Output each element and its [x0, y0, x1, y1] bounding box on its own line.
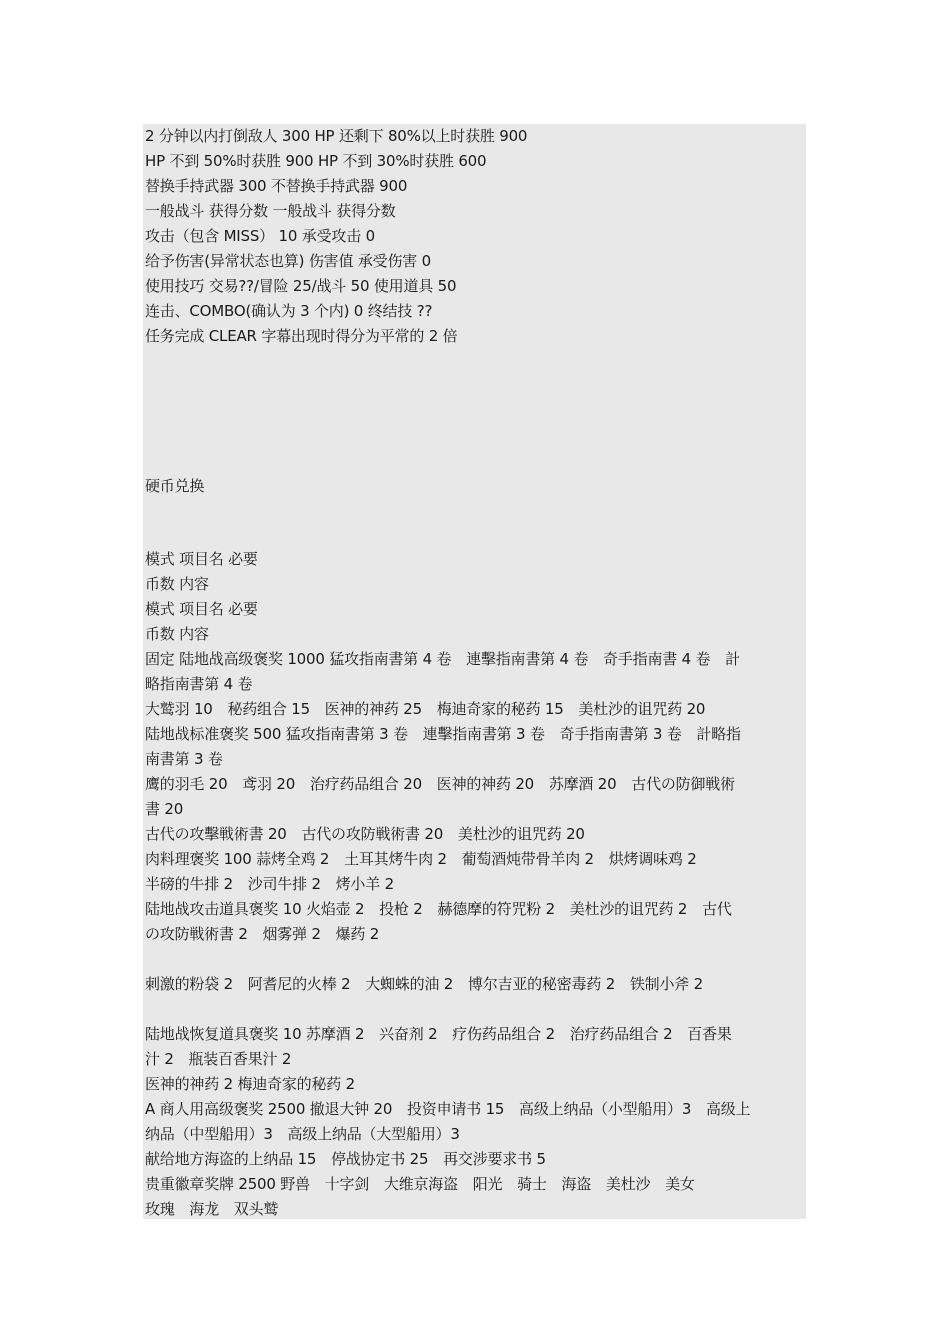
reward-line: 医神的神药 2 梅迪奇家的秘药 2 — [145, 1075, 355, 1093]
section-heading: 硬币兑换 — [145, 477, 205, 495]
table-header-line: 币数 内容 — [145, 625, 209, 643]
reward-line: 書 20 — [145, 800, 184, 818]
reward-line: 半磅的牛排 2 沙司牛排 2 烤小羊 2 — [145, 875, 394, 893]
reward-line: 玫瑰 海龙 双头鹫 — [145, 1200, 279, 1218]
reward-line: 贵重徽章奖牌 2500 野兽 十字剑 大维京海盗 阳光 骑士 海盗 美杜沙 美女 — [145, 1175, 695, 1193]
reward-line: 大鹫羽 10 秘药组合 15 医神的神药 25 梅迪奇家的秘药 15 美杜沙的诅咒药 20 — [145, 700, 706, 718]
reward-line: の攻防戦術書 2 烟雾弹 2 爆药 2 — [145, 925, 380, 943]
score-rule-line: 一般战斗 获得分数 一般战斗 获得分数 — [145, 202, 396, 220]
reward-line: 汁 2 瓶装百香果汁 2 — [145, 1050, 292, 1068]
score-rule-line: 任务完成 CLEAR 字幕出现时得分为平常的 2 倍 — [145, 327, 458, 345]
reward-line: 固定 陆地战高级褒奖 1000 猛攻指南書第 4 卷 連擊指南書第 4 卷 奇手指南書 4 卷 計 — [145, 650, 740, 668]
reward-line: 古代の攻擊戦術書 20 古代の攻防戦術書 20 美杜沙的诅咒药 20 — [145, 825, 585, 843]
reward-line: 肉料理褒奖 100 蒜烤全鸡 2 土耳其烤牛肉 2 葡萄酒炖带骨羊肉 2 烘烤调味鸡 2 — [145, 850, 697, 868]
reward-line: 陆地战标准褒奖 500 猛攻指南書第 3 卷 連擊指南書第 3 卷 奇手指南書第 3 卷 計略指 — [145, 725, 741, 743]
reward-line: 陆地战恢复道具褒奖 10 苏摩酒 2 兴奋剂 2 疗伤药品组合 2 治疗药品组合 2 百香果 — [145, 1025, 732, 1043]
score-rule-line: 攻击（包含 MISS） 10 承受攻击 0 — [145, 227, 375, 245]
reward-line: 南書第 3 卷 — [145, 750, 223, 768]
score-rule-line: HP 不到 50%时获胜 900 HP 不到 30%时获胜 600 — [145, 152, 487, 170]
table-header-line: 模式 项目名 必要 — [145, 550, 258, 568]
table-header-line: 币数 内容 — [145, 575, 209, 593]
reward-line: A 商人用高级褒奖 2500 撤退大钟 20 投资申请书 15 高级上纳品（小型船用）3 高级上 — [145, 1100, 751, 1118]
score-rule-line: 2 分钟以内打倒敌人 300 HP 还剩下 80%以上时获胜 900 — [145, 127, 528, 145]
table-header-line: 模式 项目名 必要 — [145, 600, 258, 618]
reward-line: 刺激的粉袋 2 阿耆尼的火棒 2 大蜘蛛的油 2 博尔吉亚的秘密毒药 2 铁制小斧 2 — [145, 975, 703, 993]
score-rule-line: 替换手持武器 300 不替换手持武器 900 — [145, 177, 408, 195]
reward-line: 陆地战攻击道具褒奖 10 火焰壶 2 投枪 2 赫德摩的符咒粉 2 美杜沙的诅咒药 2 古代 — [145, 900, 732, 918]
reward-line: 鹰的羽毛 20 鸢羽 20 治疗药品组合 20 医神的神药 20 苏摩酒 20 古代の防御戦術 — [145, 775, 735, 793]
reward-line: 献给地方海盗的上纳品 15 停战协定书 25 再交涉要求书 5 — [145, 1150, 546, 1168]
score-rule-line: 连击、COMBO(确认为 3 个内) 0 终结技 ?? — [145, 302, 433, 320]
score-rule-line: 使用技巧 交易??/冒险 25/战斗 50 使用道具 50 — [145, 277, 457, 295]
score-rule-line: 给予伤害(异常状态也算) 伤害值 承受伤害 0 — [145, 252, 431, 270]
reward-line: 纳品（中型船用）3 高级上纳品（大型船用）3 — [145, 1125, 460, 1143]
reward-line: 略指南書第 4 卷 — [145, 675, 253, 693]
